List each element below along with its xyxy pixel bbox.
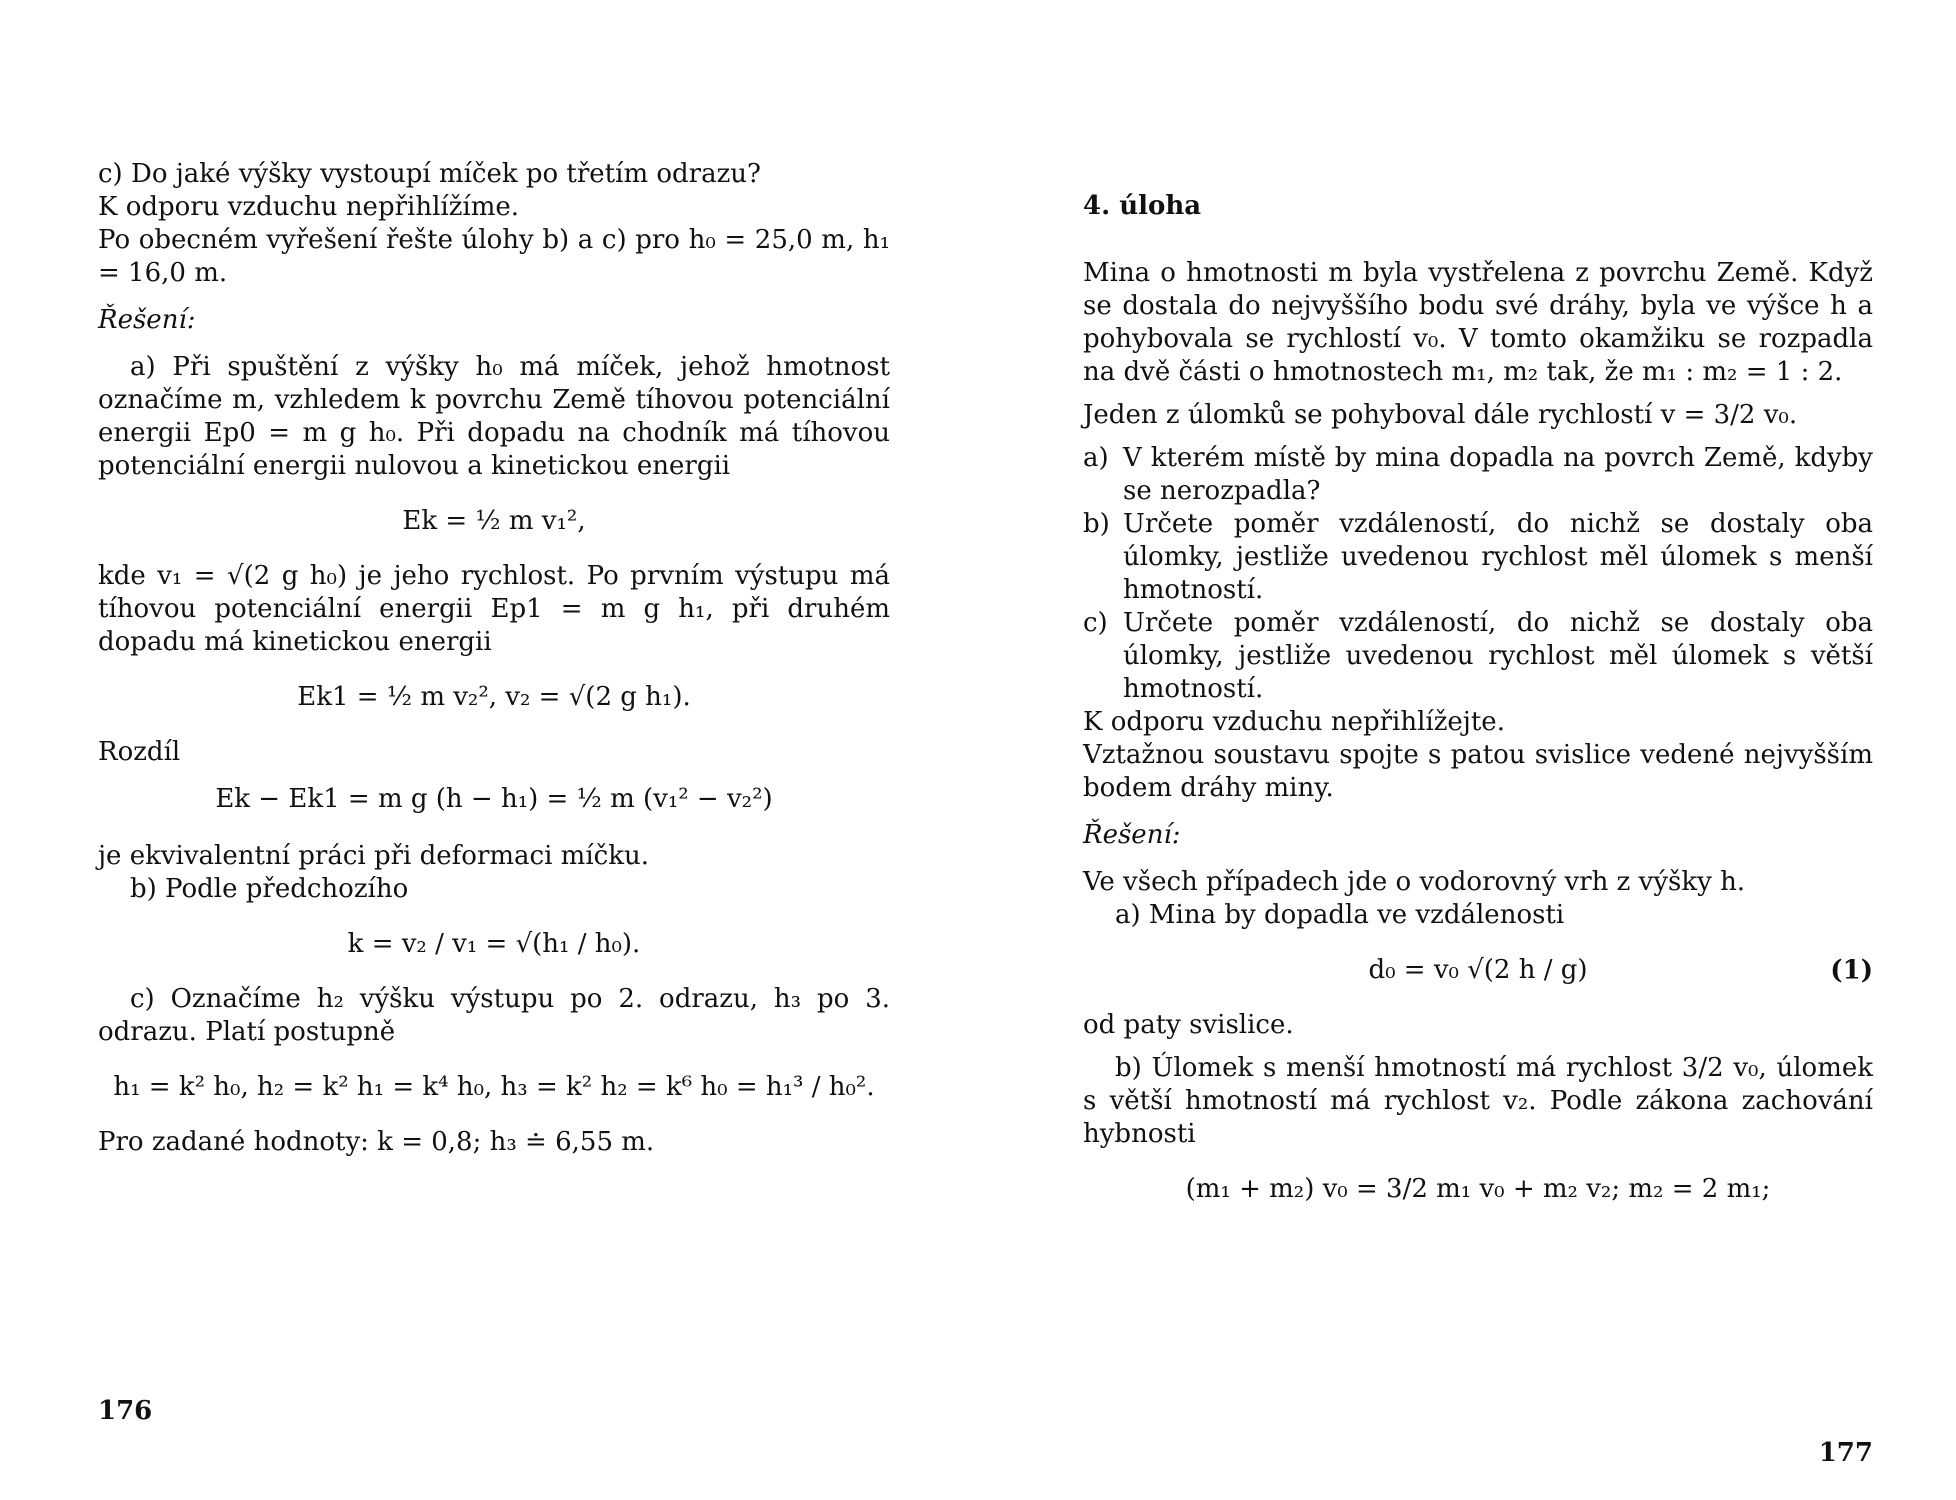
intro-line-2: K odporu vzduchu nepřihlížíme.: [98, 192, 520, 222]
solution-part-a: a) Při spuštění z výšky h₀ má míček, jehož hmotnost označíme m, vzhledem k povrchu Země tíhovou potenciální energii Ep0 = m g h₀. Při dopadu na chodník má tíhovou potenciální energii nulovou a kinetickou energii: [98, 352, 890, 481]
solution-label: Řešení:: [1083, 820, 1181, 850]
task-heading: 4. úloha: [1083, 191, 1202, 221]
solution-part-b: b) Podle předchozího: [130, 874, 409, 904]
equation-kinetic-energy: Ek = ½ m v₁²,: [402, 506, 586, 536]
question-text: V kterém místě by mina dopadla na povrch Země, kdyby se nerozpadla?: [1123, 443, 1873, 506]
question-c: [1083, 607, 1873, 706]
equation-kinetic-energy-2: Ek1 = ½ m v₂², v₂ = √(2 g h₁).: [297, 682, 691, 712]
reference-frame-note: Vztažnou soustavu spojte s patou svislice vedené nejvyšším bodem dráhy miny.: [1083, 740, 1873, 803]
question-marker: b): [1083, 509, 1110, 539]
equation-momentum: (m₁ + m₂) v₀ = 3/2 m₁ v₀ + m₂ v₂; m₂ = 2 m₁;: [1185, 1174, 1771, 1204]
air-resistance-note: K odporu vzduchu nepřihlížejte.: [1083, 707, 1505, 737]
difference-label: Rozdíl: [98, 737, 181, 767]
solution-part-b: b) Úlomek s menší hmotností má rychlost 3/2 v₀, úlomek s větší hmotností má rychlost v₂. Podle zákona zachování hybnosti: [1083, 1053, 1873, 1149]
solution-intro: Ve všech případech jde o vodorovný vrh z výšky h.: [1083, 867, 1746, 897]
solution-part-a-end: od paty svislice.: [1083, 1010, 1294, 1040]
solution-part-c: c) Označíme h₂ výšku výstupu po 2. odrazu, h₃ po 3. odrazu. Platí postupně: [98, 984, 890, 1047]
intro-line-3: Po obecném vyřešení řešte úlohy b) a c) pro h₀ = 25,0 m, h₁ = 16,0 m.: [98, 225, 890, 288]
question-marker: c): [1083, 608, 1108, 638]
deformation-work-text: je ekvivalentní práci při deformaci míčku.: [98, 841, 649, 871]
solution-label: Řešení:: [98, 305, 196, 335]
question-b: [1083, 508, 1873, 607]
left-page: [98, 158, 890, 1428]
equation-heights: h₁ = k² h₀, h₂ = k² h₁ = k⁴ h₀, h₃ = k² h₂ = k⁶ h₀ = h₁³ / h₀².: [113, 1072, 875, 1102]
equation-distance: d₀ = v₀ √(2 h / g): [1368, 955, 1588, 985]
result-values: Pro zadané hodnoty: k = 0,8; h₃ ≐ 6,55 m.: [98, 1127, 655, 1157]
page-number-right: 177: [1818, 1438, 1873, 1468]
intro-line-1: c) Do jaké výšky vystoupí míček po třetím odrazu?: [98, 159, 761, 189]
equation-number: (1): [1830, 955, 1873, 985]
question-marker: a): [1083, 443, 1109, 473]
fragment-velocity: Jeden z úlomků se pohyboval dále rychlostí v = 3/2 v₀.: [1083, 400, 1798, 430]
page-number-left: 176: [98, 1396, 153, 1426]
task-description: Mina o hmotnosti m byla vystřelena z povrchu Země. Když se dostala do nejvyššího bodu své dráhy, byla ve výšce h a pohybovala se rychlostí v₀. V tomto okamžiku se rozpadla na dvě části o hmotnostech m₁, m₂ tak, že m₁ : m₂ = 1 : 2.: [1083, 258, 1873, 387]
solution-part-a-continued: kde v₁ = √(2 g h₀) je jeho rychlost. Po prvním výstupu má tíhovou potenciální energii Ep1 = m g h₁, při druhém dopadu má kinetickou energii: [98, 561, 890, 657]
question-text: Určete poměr vzdáleností, do nichž se dostaly oba úlomky, jestliže uvedenou rychlost měl úlomek s menší hmotností.: [1123, 509, 1873, 605]
question-a: [1083, 442, 1873, 508]
solution-part-a: a) Mina by dopadla ve vzdálenosti: [1115, 900, 1565, 930]
equation-distance-row: [1083, 954, 1873, 987]
right-page: [1083, 190, 1873, 1470]
equation-difference: Ek − Ek1 = m g (h − h₁) = ½ m (v₁² − v₂²): [215, 784, 773, 814]
question-text: Určete poměr vzdáleností, do nichž se dostaly oba úlomky, jestliže uvedenou rychlost měl úlomek s větší hmotností.: [1123, 608, 1873, 704]
equation-ratio-k: k = v₂ / v₁ = √(h₁ / h₀).: [347, 929, 641, 959]
